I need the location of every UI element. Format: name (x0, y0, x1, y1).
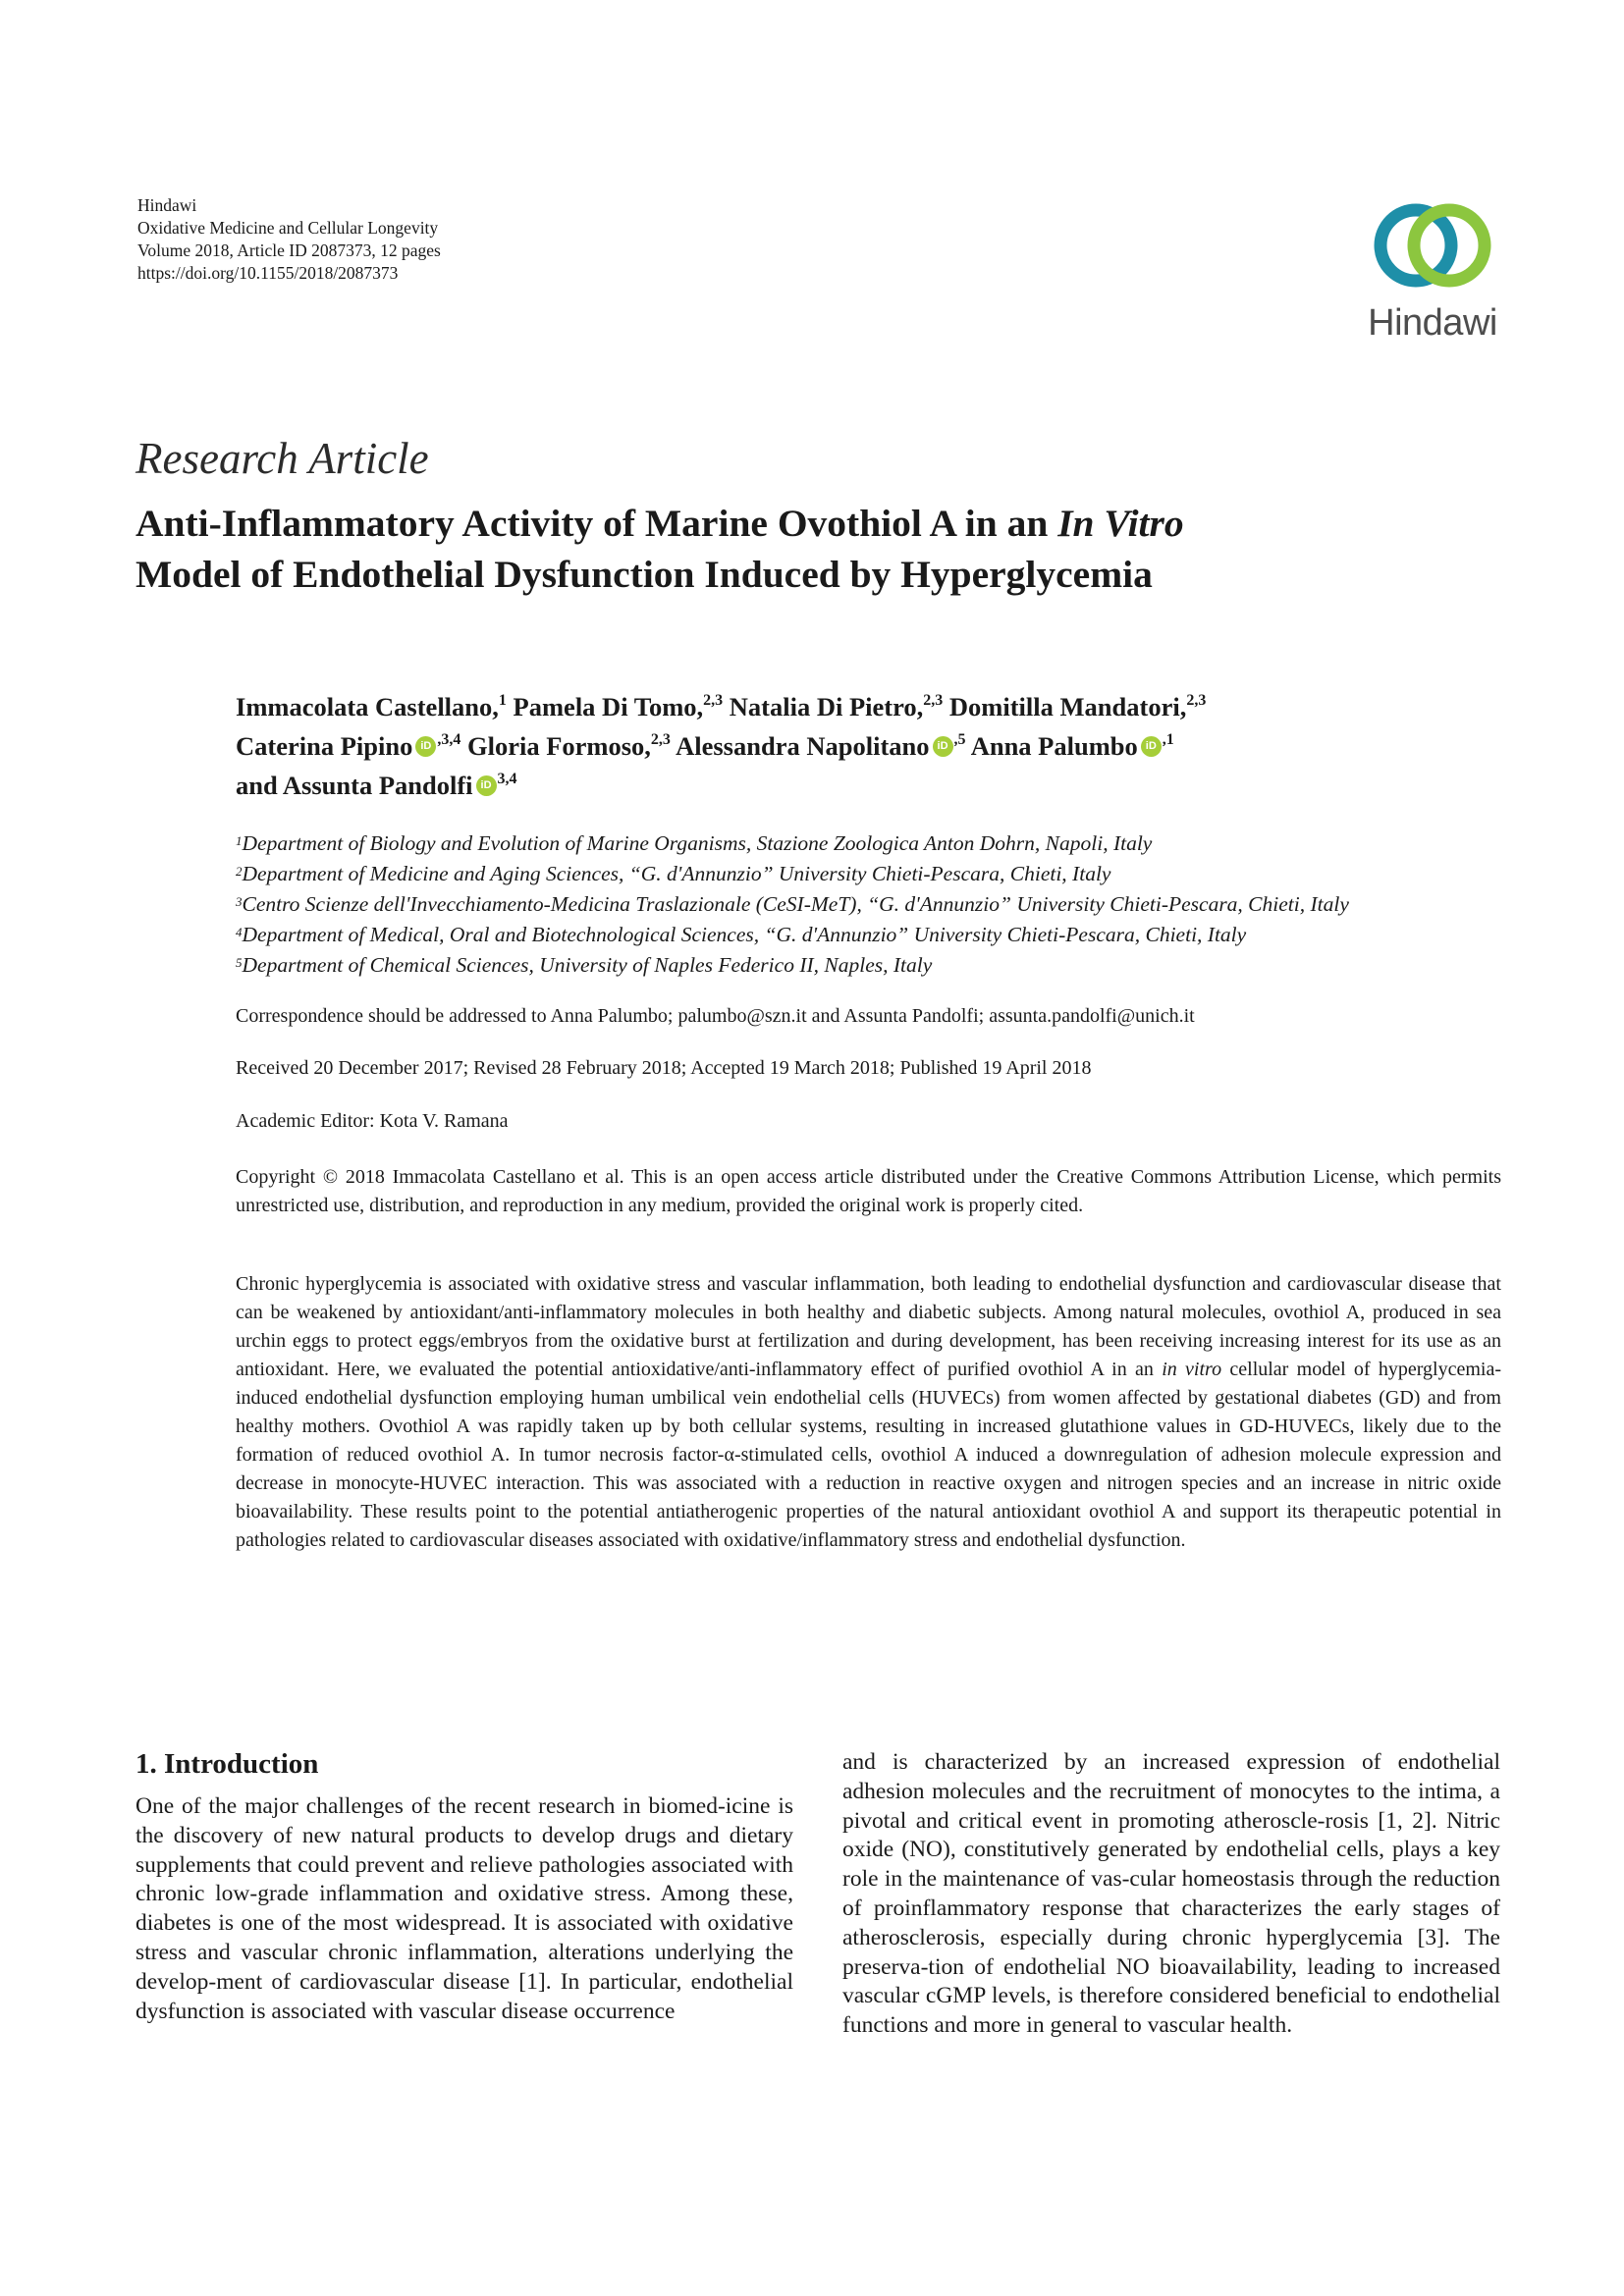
author-name: Gloria Formoso, (466, 731, 651, 761)
author-name: Natalia Di Pietro, (729, 692, 924, 721)
author-affiliation: 2,3 (650, 731, 671, 748)
article-type: Research Article (135, 434, 429, 483)
journal-header (137, 194, 441, 285)
author-affiliation: 2,3 (703, 692, 724, 709)
affiliation-list (236, 828, 1512, 981)
author-affiliation: 1 (498, 692, 507, 709)
affiliation-number: 1 (236, 833, 243, 848)
intro-left-column: One of the major challenges of the recent research in biomed-icine is the discovery of new natural products to develop drugs and dietary supplements that could prevent and relieve pathologies associated with chronic low-grade inflammation and oxidative stress. Among these, diabetes is one of the most widespread. It is associated with oxidative stress and vascular chronic inflammation, alterations underlying the develop-ment of cardiovascular disease [1]. In particular, endothelial dysfunction is associated with vascular disease occurrence (135, 1793, 793, 2024)
volume-info: Volume 2018, Article ID 2087373, 12 pages (137, 240, 441, 260)
author-name: and Assunta Pandolfi (236, 771, 473, 800)
affiliation-item (236, 889, 1512, 920)
orcid-icon[interactable]: iD (933, 736, 953, 757)
affiliation-number: 2 (236, 864, 243, 879)
affiliation-item (236, 920, 1512, 950)
affiliation-text: Centro Scienze dell'Invecchiamento-Medicina Traslazionale (CeSI-MeT), “G. d'Annunzio” University Chieti-Pescara, Chieti, Italy (242, 892, 1349, 916)
journal-name: Oxidative Medicine and Cellular Longevity (137, 218, 439, 238)
doi-link[interactable]: https://doi.org/10.1155/2018/2087373 (137, 263, 399, 283)
author-name: Alessandra Napolitano (676, 731, 930, 761)
intro-right-column: and is characterized by an increased expression of endothelial adhesion molecules and the recruitment of monocytes to the intima, a pivotal and critical event in promoting atheroscle-rosis [1, 2]. Nitric oxide (NO), constitutively generated by endothelial cells, plays a key role in the maintenance of vas-cular homeostasis through the reduction of proinflammatory response that characterizes the early stages of atherosclerosis, especially during chronic hyperglycemia [3]. The preserva-tion of endothelial NO bioavailability, leading to increased vascular cGMP levels, is therefore considered beneficial to endothelial functions and more in general to vascular health. (842, 1749, 1500, 2039)
author-affiliation: ,3,4 (437, 731, 461, 748)
affiliation-text: Department of Medical, Oral and Biotechnological Sciences, “G. d'Annunzio” University Chieti-Pescara, Chieti, Italy (242, 923, 1247, 946)
affiliation-text: Department of Medicine and Aging Sciences, “G. d'Annunzio” University Chieti-Pescara, Chieti, Italy (242, 862, 1111, 885)
affiliation-text: Department of Biology and Evolution of Marine Organisms, Stazione Zoologica Anton Dohrn, Napoli, Italy (242, 831, 1153, 855)
author-list (236, 687, 1512, 805)
affiliation-number: 5 (236, 955, 243, 970)
article-title (135, 498, 1510, 600)
academic-editor: Academic Editor: Kota V. Ramana (236, 1110, 509, 1132)
orcid-icon[interactable]: iD (415, 736, 436, 757)
hindawi-logo (1359, 196, 1506, 344)
author-affiliation: 3,4 (497, 771, 517, 787)
correspondence-line: Correspondence should be addressed to Anna Palumbo; palumbo@szn.it and Assunta Pandolfi; assunta.pandolfi@unich.it (236, 1005, 1195, 1027)
hindawi-rings-icon (1359, 196, 1506, 299)
title-part-1: Anti-Inflammatory Activity of Marine Ovothiol A in an (135, 502, 1058, 545)
affiliation-item (236, 950, 1512, 981)
copyright-notice: Copyright © 2018 Immacolata Castellano et al. This is an open access article distributed under the Creative Commons Attribution License, which permits unrestricted use, distribution, and reproduction in any medium, provided the original work is properly cited. (236, 1166, 1501, 1216)
title-part-2: Model of Endothelial Dysfunction Induced by Hyperglycemia (135, 553, 1153, 596)
author-affiliation: 2,3 (923, 692, 944, 709)
affiliation-number: 3 (236, 894, 243, 909)
abstract-text-b: cellular model of hyperglycemia-induced endothelial dysfunction employing human umbilical vein endothelial cells (HUVECs) from women affected by gestational diabetes (GD) and from healthy mothers. Ovothiol A was rapidly taken up by both cellular systems, resulting in increased glutathione values in GD-HUVECs, likely due to the formation of reduced ovothiol A. In tumor necrosis factor-α-stimulated cells, ovothiol A induced a downregulation of adhesion molecule expression and decrease in monocyte-HUVEC interaction. This was associated with a reduction in reactive oxygen and nitrogen species and an increase in nitric oxide bioavailability. These results point to the potential antiatherogenic properties of the natural antioxidant ovothiol A and support its therapeutic potential in pathologies related to cardiovascular diseases associated with oxidative/inflammatory stress and endothelial dysfunction. (236, 1359, 1502, 1551)
hindawi-wordmark: Hindawi (1368, 302, 1497, 344)
author-affiliation: ,5 (953, 731, 966, 748)
author-name: Domitilla Mandatori, (948, 692, 1187, 721)
publisher-name: Hindawi (137, 195, 197, 215)
author-affiliation: 2,3 (1186, 692, 1207, 709)
author-name: Anna Palumbo (970, 731, 1138, 761)
orcid-icon[interactable]: iD (476, 775, 497, 796)
author-name: Caterina Pipino (236, 731, 413, 761)
affiliation-text: Department of Chemical Sciences, University of Naples Federico II, Naples, Italy (242, 953, 933, 977)
dates-line: Received 20 December 2017; Revised 28 February 2018; Accepted 19 March 2018; Published 19 April 2018 (236, 1057, 1092, 1079)
author-name: Immacolata Castellano, (236, 692, 499, 721)
abstract (236, 1270, 1501, 1555)
affiliation-item (236, 828, 1512, 859)
abstract-text-a: Chronic hyperglycemia is associated with oxidative stress and vascular inflammation, both leading to endothelial dysfunction and cardiovascular disease that can be weakened by antioxidant/anti-inflammatory molecules in both healthy and diabetic subjects. Among natural molecules, ovothiol A, produced in sea urchin eggs to protect eggs/embryos from the oxidative burst at fertilization and during development, has been receiving increasing interest for its use as an antioxidant. Here, we evaluated the potential antioxidative/anti-inflammatory effect of purified ovothiol A in an (236, 1273, 1501, 1380)
affiliation-number: 4 (236, 925, 243, 939)
section-heading: 1. Introduction (135, 1748, 319, 1780)
author-affiliation: ,1 (1162, 731, 1174, 748)
author-name: Pamela Di Tomo, (513, 692, 704, 721)
abstract-italic: in vitro (1162, 1359, 1222, 1380)
title-italic: In Vitro (1057, 502, 1184, 545)
affiliation-item (236, 859, 1512, 889)
orcid-icon[interactable]: iD (1141, 736, 1162, 757)
